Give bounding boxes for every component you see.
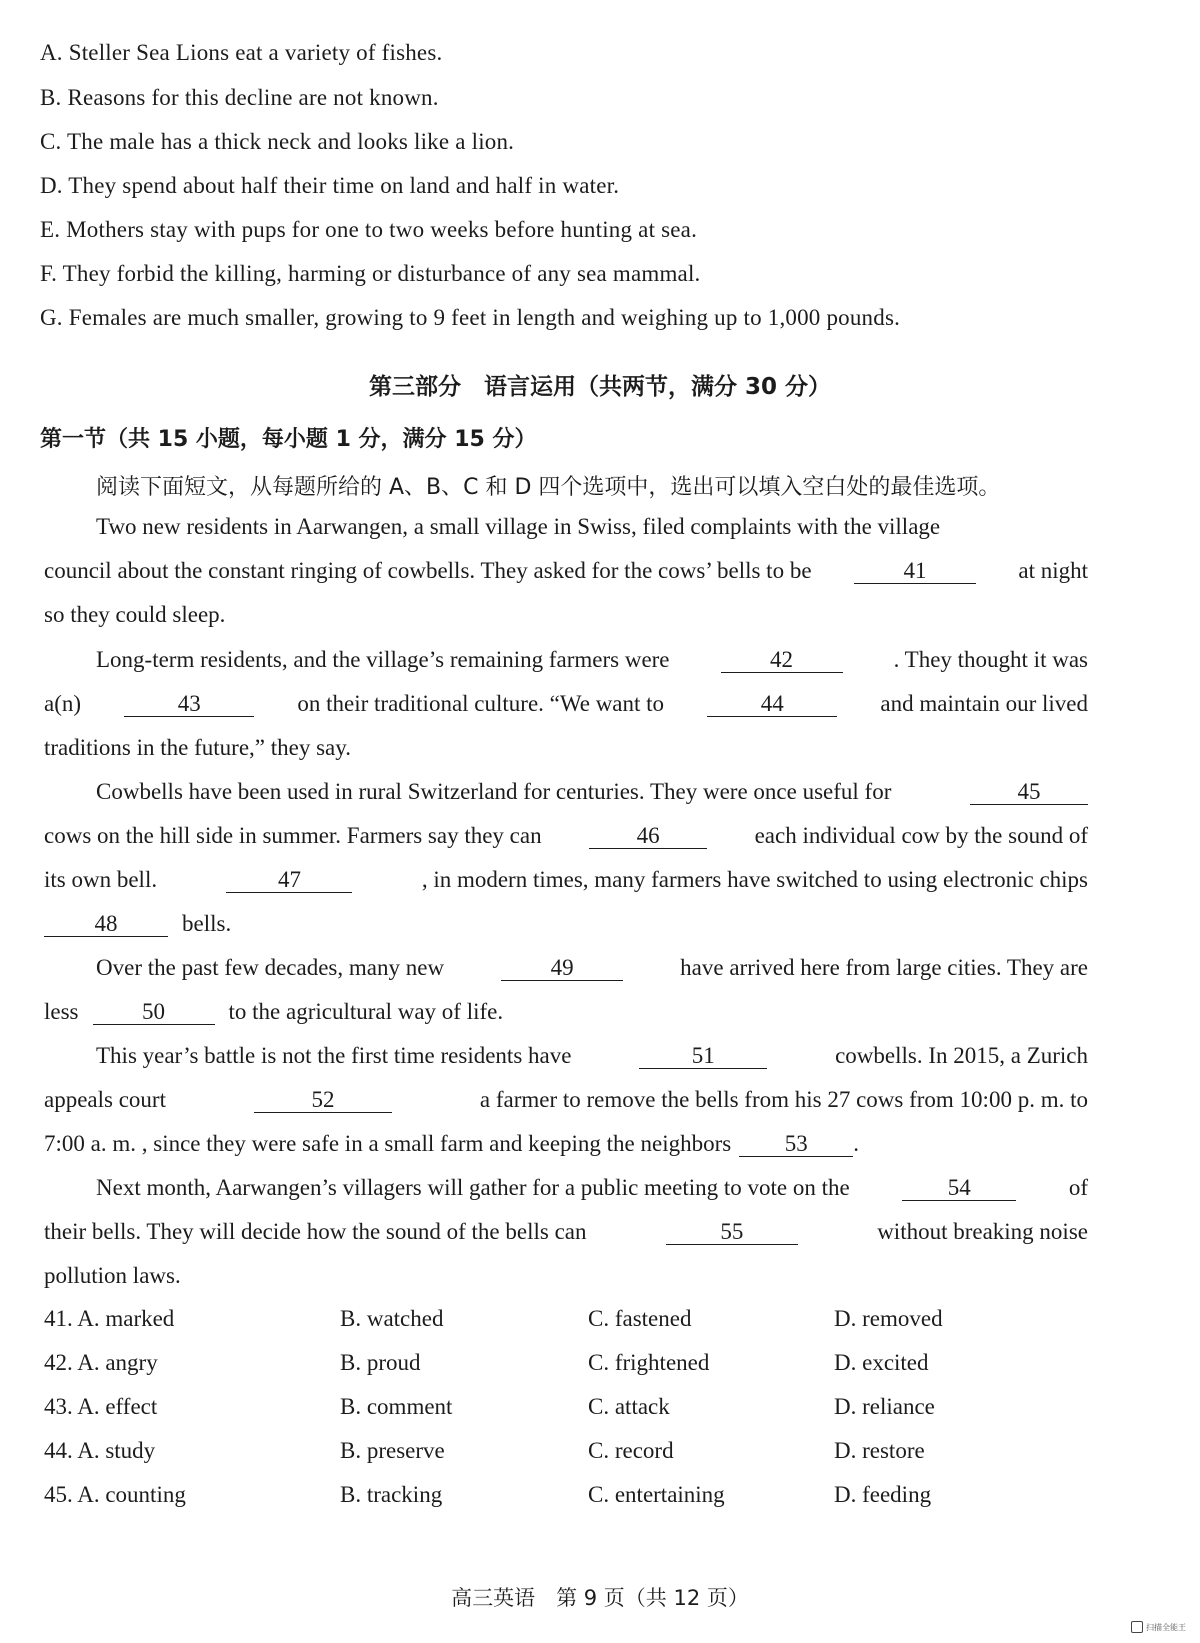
blank-46: 46	[589, 824, 707, 849]
passage-text: less	[44, 999, 79, 1024]
passage-line	[96, 514, 1088, 540]
passage-line	[44, 558, 1088, 584]
choice-d: D. feeding	[834, 1482, 932, 1507]
passage-text: pollution laws.	[44, 1263, 181, 1288]
passage-text: Over the past few decades, many new	[96, 955, 445, 980]
passage-line	[44, 1087, 1088, 1113]
passage-text: cowbells. In 2015, a Zurich	[835, 1043, 1088, 1068]
option-a: A. Steller Sea Lions eat a variety of fishes.	[40, 40, 443, 65]
passage-line	[44, 911, 1088, 937]
scanner-logo-icon	[1131, 1621, 1143, 1633]
blank-48: 48	[44, 912, 168, 937]
passage-text: have arrived here from large cities. They are	[680, 955, 1088, 980]
blank-50: 50	[93, 1000, 215, 1025]
passage-text: on their traditional culture. “We want to	[297, 691, 665, 716]
blank-41: 41	[854, 559, 976, 584]
choice-b: B. proud	[340, 1350, 421, 1375]
blank-53: 53	[739, 1132, 853, 1157]
passage-line	[44, 1219, 1088, 1245]
choice-a: 44. A. study	[44, 1438, 156, 1463]
option-d: D. They spend about half their time on land and half in water.	[40, 173, 620, 198]
passage-text: to the agricultural way of life.	[228, 999, 504, 1024]
passage-text: each individual cow by the sound of	[754, 823, 1088, 848]
passage-line	[96, 955, 1088, 981]
passage-text: .	[853, 1131, 859, 1156]
passage-line	[44, 867, 1088, 893]
option-c: C. The male has a thick neck and looks like a lion.	[40, 129, 515, 154]
choice-b: B. tracking	[340, 1482, 443, 1507]
passage-text: , in modern times, many farmers have switched to using electronic chips	[421, 867, 1088, 892]
passage-line	[96, 1043, 1088, 1069]
choice-a: 43. A. effect	[44, 1394, 158, 1419]
passage-text: cows on the hill side in summer. Farmers say they can	[44, 823, 542, 848]
passage-text: a(n)	[44, 691, 82, 716]
passage-line	[96, 779, 1088, 805]
passage-text: a farmer to remove the bells from his 27 cows from 10:00 p. m. to	[479, 1087, 1088, 1112]
choice-a: 41. A. marked	[44, 1306, 175, 1331]
passage-text: This year’s battle is not the first time residents have	[96, 1043, 572, 1068]
passage-line	[44, 691, 1088, 717]
instruction: 阅读下面短文，从每题所给的 A、B、C 和 D 四个选项中，选出可以填入空白处的最佳选项。	[96, 475, 1001, 500]
question-43	[44, 1394, 1144, 1424]
page-footer: 高三英语 第 9 页（共 12 页）	[451, 1586, 749, 1610]
passage-text: without breaking noise	[877, 1219, 1088, 1244]
passage-text: Long-term residents, and the village’s remaining farmers were	[96, 647, 670, 672]
blank-43: 43	[124, 692, 254, 717]
scanner-watermark	[1131, 1621, 1186, 1633]
watermark-text: 扫描全能王	[1146, 1622, 1186, 1632]
option-f: F. They forbid the killing, harming or disturbance of any sea mammal.	[40, 261, 701, 286]
question-41	[44, 1306, 1144, 1336]
choice-c: C. record	[588, 1438, 674, 1463]
passage-text: their bells. They will decide how the sound of the bells can	[44, 1219, 587, 1244]
passage-text: Next month, Aarwangen’s villagers will gather for a public meeting to vote on the	[96, 1175, 850, 1200]
passage-text: at night	[1018, 558, 1088, 583]
passage-text: Cowbells have been used in rural Switzerland for centuries. They were once useful for	[96, 779, 892, 804]
choice-d: D. reliance	[834, 1394, 935, 1419]
choice-d: D. restore	[834, 1438, 925, 1463]
choice-b: B. comment	[340, 1394, 453, 1419]
choice-c: C. attack	[588, 1394, 670, 1419]
passage-line	[44, 1131, 1088, 1157]
choice-c: C. fastened	[588, 1306, 692, 1331]
passage-text: its own bell.	[44, 867, 158, 892]
choice-b: B. watched	[340, 1306, 444, 1331]
blank-55: 55	[666, 1220, 798, 1245]
blank-45: 45	[970, 780, 1088, 805]
passage-line	[44, 999, 1088, 1025]
choice-c: C. entertaining	[588, 1482, 725, 1507]
question-44	[44, 1438, 1144, 1468]
blank-49: 49	[501, 956, 623, 981]
passage-line	[44, 823, 1088, 849]
passage-line	[96, 647, 1088, 673]
passage-text: and maintain our lived	[880, 691, 1088, 716]
passage-text: bells.	[182, 911, 232, 936]
passage-line	[44, 1263, 1088, 1289]
section-title: 第三部分 语言运用（共两节，满分 30 分）	[368, 374, 832, 400]
passage-text: appeals court	[44, 1087, 166, 1112]
blank-54: 54	[902, 1176, 1016, 1201]
choice-d: D. removed	[834, 1306, 943, 1331]
passage-text: of	[1068, 1175, 1088, 1200]
passage-line	[44, 735, 1088, 761]
choice-a: 45. A. counting	[44, 1482, 186, 1507]
option-g: G. Females are much smaller, growing to 9 feet in length and weighing up to 1,000 pounds.	[40, 305, 901, 330]
passage-text: 7:00 a. m. , since they were safe in a small farm and keeping the neighbors	[44, 1131, 732, 1156]
choice-b: B. preserve	[340, 1438, 445, 1463]
blank-51: 51	[639, 1044, 767, 1069]
passage-text: Two new residents in Aarwangen, a small village in Swiss, filed complaints with the village	[96, 514, 941, 539]
blank-52: 52	[254, 1088, 392, 1113]
option-b: B. Reasons for this decline are not known.	[40, 85, 439, 110]
blank-44: 44	[707, 692, 837, 717]
choice-d: D. excited	[834, 1350, 929, 1375]
passage-text: council about the constant ringing of cowbells. They asked for the cows’ bells to be	[44, 558, 812, 583]
passage-line	[44, 602, 1088, 628]
option-e: E. Mothers stay with pups for one to two weeks before hunting at sea.	[40, 217, 698, 242]
blank-42: 42	[721, 648, 843, 673]
passage-line	[96, 1175, 1088, 1201]
question-42	[44, 1350, 1144, 1380]
passage-text: traditions in the future,” they say.	[44, 735, 352, 760]
passage-text: so they could sleep.	[44, 602, 226, 627]
passage-text: . They thought it was	[893, 647, 1088, 672]
choice-c: C. frightened	[588, 1350, 710, 1375]
blank-47: 47	[226, 868, 352, 893]
subsection-title: 第一节（共 15 小题，每小题 1 分，满分 15 分）	[40, 427, 537, 452]
choice-a: 42. A. angry	[44, 1350, 158, 1375]
question-45	[44, 1482, 1144, 1512]
